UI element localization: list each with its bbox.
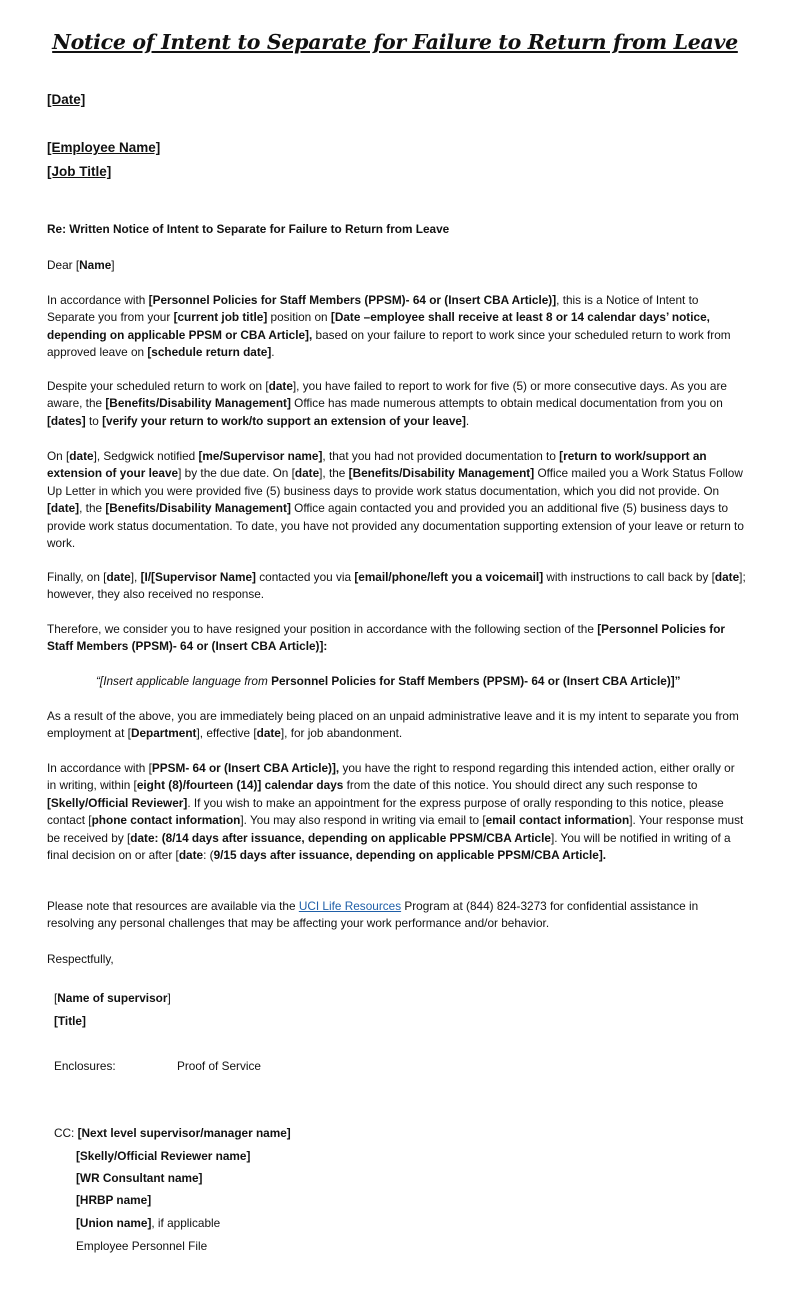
cc-line-5: [Union name], if applicable [76, 1216, 221, 1230]
paragraph-notice-intent: In accordance with [Personnel Policies for Staff Members (PPSM)- 64 or (Insert CBA Article)], this is a Notice of Intent to Separate you from your [current job title] position on [Date –employee shall receive at least 8 or 14 calendar days’ notice, depending on applicable PPSM or CBA Article], based on your failure to report to work since your scheduled return to work from approved leave on [schedule return date]. [47, 293, 731, 360]
enclosures-value: Proof of Service [177, 1059, 261, 1073]
document-title: Notice of Intent to Separate for Failure to Return from Leave [52, 30, 738, 54]
paragraph-resignation: Therefore, we consider you to have resigned your position in accordance with the following section of the [Personnel Policies for Staff Members (PPSM)- 64 or (Insert CBA Article)]: [47, 622, 726, 654]
uci-life-resources-link[interactable]: UCI Life Resources [298, 899, 402, 913]
paragraph-sedgwick-notice: On [date], Sedgwick notified [me/Supervisor name], that you had not provided documentation to [return to work/support an extension of your leave] by the due date. On [date], the [Benefits/Disability Management] Office mailed you a Work Status Follow Up Letter in which you were provided five (5) business days to provide work status documentation, which you did not provide. On [date], the [Benefits/Disability Management] Office again contacted you and provided you an additional five (5) business days to provide work status documentation. To date, you have not provided any documentation supporting extension of your leave or return to work. [47, 449, 744, 551]
paragraph-final-contact: Finally, on [date], [I/[Supervisor Name] contacted you via [email/phone/left you a voicemail] with instructions to call back by [date]; however, they also received no response. [47, 570, 746, 602]
cc-line-3: [WR Consultant name] [76, 1171, 203, 1185]
paragraph-failed-report: Despite your scheduled return to work on [date], you have failed to report to work for five (5) or more consecutive days. As you are aware, the [Benefits/Disability Management] Office has made numerous attempts to obtain medical documentation from you on [dates] to [verify your return to work/to support an extension of your leave]. [47, 379, 727, 428]
cc-line-1: CC: [Next level supervisor/manager name] [54, 1126, 291, 1140]
cc-line-2: [Skelly/Official Reviewer name] [76, 1149, 251, 1163]
cc-line-6: Employee Personnel File [76, 1239, 208, 1253]
paragraph-right-to-respond: In accordance with [PPSM- 64 or (Insert CBA Article)], you have the right to respond regarding this intended action, either orally or in writing, within [eight (8)/fourteen (14)] calendar days from the date of this notice. You should direct any such response to [Skelly/Official Reviewer]. If you wish to make an appointment for the express purpose of orally responding to this notice, please contact [phone contact information]. You may also respond in writing via email to [email contact information]. Your response must be received by [date: (8/14 days after issuance, depending on applicable PPSM/CBA Article]. You will be notified in writing of a final decision on or after [date: (9/15 days after issuance, depending on applicable PPSM/CBA Article]. [47, 761, 744, 863]
job-title-placeholder: [Job Title] [47, 164, 112, 179]
signature-name: [Name of supervisor] [54, 991, 171, 1005]
paragraph-administrative-leave: As a result of the above, you are immediately being placed on an unpaid administrative leave and it is my intent to separate you from employment at [Department], effective [date], for job abandonment. [47, 709, 739, 741]
employee-name-placeholder: [Employee Name] [47, 140, 161, 155]
date-placeholder: [Date] [47, 92, 86, 107]
paragraph-resources: Please note that resources are available via the UCI Life Resources Program at (844) 824-3273 for confidential assistance in resolving any personal challenges that may be affecting your work performance and/or behavior. [47, 899, 699, 931]
policy-quote: “[Insert applicable language from Personnel Policies for Staff Members (PPSM)- 64 or (Insert CBA Article)]” [96, 674, 681, 688]
enclosures-label: Enclosures: [54, 1059, 116, 1073]
cc-line-4: [HRBP name] [76, 1193, 152, 1207]
salutation: Dear [Name] [47, 258, 115, 272]
closing: Respectfully, [47, 952, 114, 966]
subject-line: Re: Written Notice of Intent to Separate for Failure to Return from Leave [47, 222, 450, 236]
signature-title: [Title] [54, 1014, 86, 1028]
